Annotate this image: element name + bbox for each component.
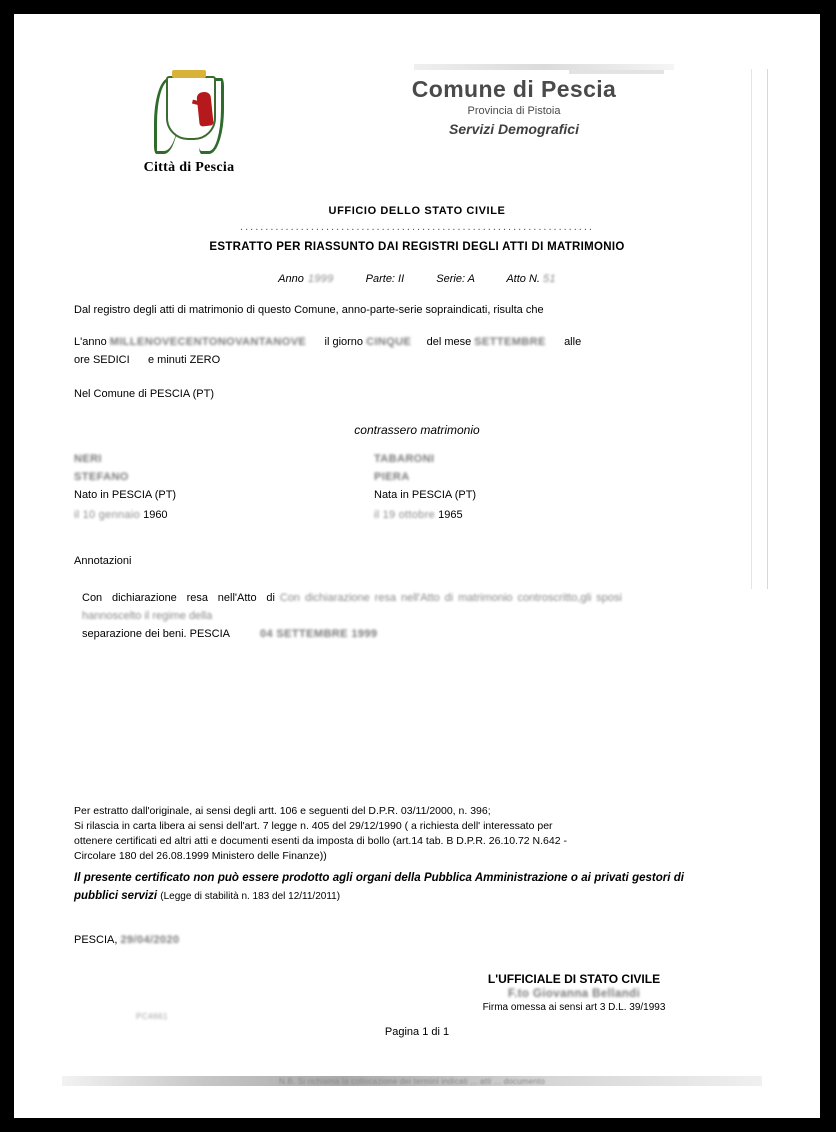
issue-place-date	[74, 934, 180, 946]
spouse-left-name: STEFANO	[74, 471, 129, 483]
annotations-text	[74, 589, 622, 643]
comune-title: Comune di Pescia	[411, 76, 617, 102]
mese-label: del mese	[426, 336, 472, 348]
divider-dots: ......................................................................	[240, 221, 594, 233]
annotations-date: 04 SETTEMBRE 1999	[259, 628, 378, 640]
certificate-title: ESTRATTO PER RIASSUNTO DAI REGISTRI DEGLI ATTI DI MATRIMONIO	[209, 241, 625, 253]
annotations-place: separazione dei beni. PESCIA	[82, 628, 230, 640]
legal-line-2: Si rilascia in carta libera ai sensi dell'art. 7 legge n. 405 del 29/12/1990 ( a richiesta dell' interessato per	[74, 820, 553, 832]
provincia-label: Provincia di Pistoia	[467, 105, 561, 117]
contrassero-label: contrassero matrimonio	[354, 423, 480, 437]
alle-label: alle	[564, 336, 582, 348]
spouse-left-birthdate-prefix: il	[74, 509, 80, 521]
spouse-right-birthdate-day: 19 ottobre	[382, 509, 436, 521]
usage-notice-bold: Il presente certificato non può essere prodotto agli organi della Pubblica Amministrazione o ai privati gestori di pubblici servizi	[74, 872, 684, 902]
giorno-label: il giorno	[324, 336, 364, 348]
scanned-page	[14, 14, 820, 1118]
annotations-line-1: Con dichiarazione resa nell'Atto di Con dichiarazione resa nell'Atto di matrimonio controscritto,gli sposi hannoscelto il regime della	[82, 592, 622, 622]
marriage-date-row	[74, 333, 760, 351]
marriage-place-row: Nel Comune di PESCIA (PT)	[74, 388, 214, 400]
spouse-left-surname: NERI	[74, 453, 102, 465]
legal-notes	[74, 804, 674, 864]
office-heading: UFFICIO DELLO STATO CIVILE	[328, 205, 506, 217]
page-number: Pagina 1 di 1	[384, 1026, 450, 1038]
annotations-label: Annotazioni	[74, 555, 132, 567]
scan-artifact-bottom-text: N.B. Si richiama la collocazione dei termini indicati ... atti ... documento	[279, 1077, 545, 1086]
atto-label: Atto N.	[506, 273, 540, 285]
mese-value: SETTEMBRE	[474, 336, 546, 348]
spouse-right-surname: TABARONI	[374, 453, 435, 465]
signature-title: L'UFFICIALE DI STATO CIVILE	[487, 972, 661, 986]
issue-place: PESCIA,	[74, 934, 118, 946]
spouse-left-birthplace: Nato in PESCIA (PT)	[74, 489, 177, 501]
signature-name: F.to Giovanna Bellandi	[507, 988, 641, 1000]
coat-of-arms-icon	[152, 72, 226, 158]
legal-line-4: Circolare 180 del 26.08.1999 Ministero delle Finanze))	[74, 850, 327, 862]
parte-label: Parte: II	[365, 273, 405, 285]
issue-date: 29/04/2020	[120, 934, 180, 946]
city-crest	[134, 72, 244, 176]
lanno-label: L'anno	[74, 336, 107, 348]
spouse-right-birthdate	[374, 509, 704, 529]
anno-label: Anno	[278, 273, 304, 285]
title-block	[304, 76, 724, 137]
servizi-demografici-label: Servizi Demografici	[449, 121, 579, 137]
ore-value: SEDICI	[92, 354, 130, 366]
spouse-right-column	[374, 453, 704, 529]
protocol-code: PC4661	[136, 1012, 168, 1021]
crest-caption: Città di Pescia	[143, 160, 235, 175]
usage-notice	[74, 869, 684, 906]
spouse-left-birthdate-day: 10 gennaio	[82, 509, 141, 521]
legal-line-1: Per estratto dall'originale, ai sensi degli artt. 106 e seguenti del D.P.R. 03/11/2000, n. 396;	[74, 805, 491, 817]
spouse-left-column	[74, 453, 374, 529]
annotations-line-2	[82, 625, 622, 643]
spouse-right-birthdate-prefix: il	[374, 509, 380, 521]
ore-label: ore	[74, 354, 90, 366]
spouses-block	[74, 453, 760, 533]
anno-value: 1999	[307, 273, 334, 285]
document-header	[74, 54, 760, 189]
spouse-right-birthdate-year: 1965	[438, 509, 463, 521]
giorno-value: CINQUE	[366, 336, 412, 348]
spouse-left-birthdate	[74, 509, 374, 529]
annotations-line-1-faded: Con dichiarazione resa nell'Atto di matrimonio controscritto,gli sposi hannoscelto il regime della	[82, 592, 622, 622]
lanno-value: MILLENOVECENTONOVANTANOVE	[109, 336, 307, 348]
shield-figure-icon	[196, 91, 213, 126]
minuti-label: e minuti	[148, 354, 187, 366]
legal-line-3: ottenere certificati ed altri atti e documenti esenti da imposta di bollo (art.14 tab. B D.P.R. 26.10.72 N.642 -	[74, 835, 567, 847]
crown-icon	[172, 70, 206, 78]
marriage-time-row	[74, 351, 760, 369]
document-body	[14, 14, 820, 1118]
spouse-right-birthplace: Nata in PESCIA (PT)	[374, 489, 477, 501]
atto-value: 51	[543, 273, 556, 285]
spouse-left-birthdate-year: 1960	[143, 509, 168, 521]
signature-note: Firma omessa ai sensi art 3 D.L. 39/1993	[482, 1002, 666, 1013]
spouse-right-name: PIERA	[374, 471, 410, 483]
serie-label: Serie: A	[436, 273, 475, 285]
record-reference-row	[74, 273, 760, 285]
intro-paragraph: Dal registro degli atti di matrimonio di questo Comune, anno-parte-serie sopraindicati, risulta che	[74, 304, 544, 316]
signature-block	[414, 972, 734, 1013]
minuti-value: ZERO	[189, 354, 221, 366]
scan-artifact-line	[767, 69, 768, 589]
usage-notice-law: (Legge di stabilità n. 183 del 12/11/2011)	[160, 891, 341, 902]
shield-icon	[166, 76, 216, 140]
